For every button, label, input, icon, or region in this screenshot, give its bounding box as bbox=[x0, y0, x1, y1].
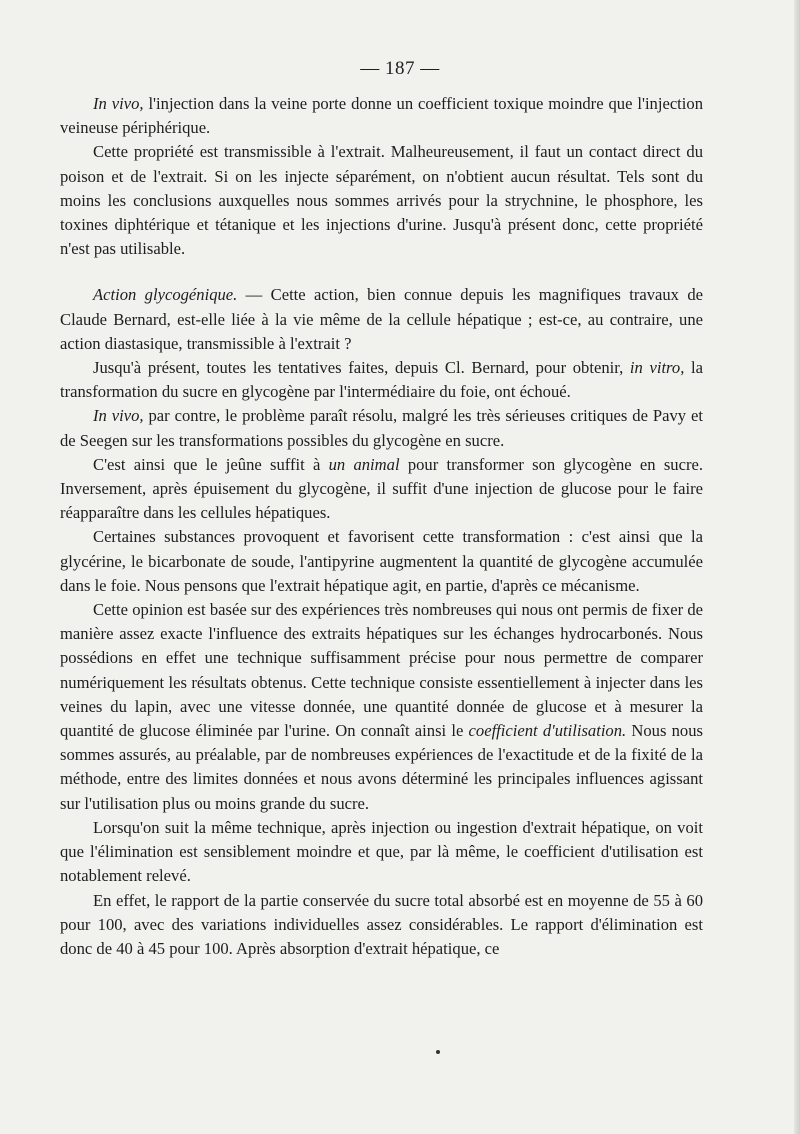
italic-phrase: In vivo, bbox=[93, 94, 144, 113]
italic-phrase: coefficient d'utilisation. bbox=[468, 721, 627, 741]
page-edge-shadow bbox=[794, 0, 800, 1134]
paragraph-transmissible-property bbox=[60, 140, 703, 261]
paragraph-in-vivo-portal bbox=[60, 92, 703, 140]
paragraph-tentatives bbox=[60, 356, 703, 404]
paragraph-substances bbox=[60, 525, 703, 598]
paragraph-in-vivo-resolu bbox=[60, 404, 703, 452]
paragraph-text: par contre, le problème paraît résolu, malgré les très sérieuses critiques de Pavy et de Seegen sur les transformations possibles du glycogène en sucre. bbox=[60, 406, 703, 450]
paragraph-text: Nous nous sommes assurés, au préalable, par de nombreuses expériences de l'exactitude et de la fixité de la méthode, entre des limites données et nous avons déterminé les principales influences agissant sur l'utilisation plus ou moins grande du sucre. bbox=[60, 721, 703, 813]
print-speck bbox=[436, 1050, 440, 1054]
paragraph-text: l'injection dans la veine porte donne un coefficient toxique moindre que l'injection veineuse périphérique. bbox=[60, 94, 704, 138]
paragraph-opinion bbox=[60, 598, 703, 816]
paragraph-text: pour transformer son glycogène en sucre. Inversement, après épuisement du glycogène, il suffit d'une injection de glucose pour le faire réapparaître dans les cellules hépatiques. bbox=[60, 454, 703, 523]
paragraph-text: C'est ainsi que le jeûne suffit à bbox=[93, 454, 329, 474]
section-heading: Action glycogénique. bbox=[93, 285, 238, 305]
page-number: — 187 — bbox=[360, 58, 440, 79]
paragraph-text: la transformation du sucre en glycogène par l'intermédiaire du foie, ont échoué. bbox=[60, 358, 703, 402]
paragraph-jeune bbox=[60, 453, 703, 526]
section-action-glycogenique bbox=[60, 283, 703, 356]
paragraph-meme-technique bbox=[60, 816, 703, 889]
italic-phrase: un animal bbox=[328, 454, 400, 474]
paragraph-text: Certaines substances provoquent et favorisent cette transformation : c'est ainsi que la glycérine, le bicarbonate de soude, l'antipyrine augmentent la quantité de glycogène accumulée dans le foie. Nous pensons que l'extrait hépatique agit, en partie, d'après ce mécanisme. bbox=[60, 527, 703, 595]
paragraph-text: — Cette action, bien connue depuis les magnifiques travaux de Claude Bernard, est-elle liée à la vie même de la cellule hépatique ; est-ce, au contraire, une action diastasique, transmissible à l'extrait ? bbox=[60, 285, 703, 353]
body-text bbox=[60, 92, 703, 961]
paragraph-text: Cette propriété est transmissible à l'extrait. Malheureusement, il faut un contact direct du poison et de l'extrait. Si on les injecte séparément, on n'obtient aucun résultat. Tels sont du moins les conclusions auxquelles nous sommes arrivés pour la strychnine, le phosphore, les toxines diphtérique et tétanique et les injections d'urine. Jusqu'à présent donc, cette propriété n'est pas utilisable. bbox=[60, 142, 703, 259]
paragraph-text: Cette opinion est basée sur des expériences très nombreuses qui nous ont permis de fixer de manière assez exacte l'influence des extraits hépatiques sur les échanges hydrocarbonés. Nous possédions en effet une technique suffisamment précise pour nous permettre de comparer numériquement les résultats obtenus. Cette technique consiste essentiellement à injecter dans les veines du lapin, avec une vitesse donnée, une quantité donnée de glucose et à mesurer la quantité de glucose éliminée par l'urine. On connaît ainsi le bbox=[60, 600, 703, 741]
italic-phrase: In vivo, bbox=[93, 406, 144, 426]
paragraph-text: Jusqu'à présent, toutes les tentatives faites, depuis Cl. Bernard, pour obtenir, bbox=[93, 358, 630, 378]
paragraph-text: En effet, le rapport de la partie conservée du sucre total absorbé est en moyenne de 55 à 60 pour 100, avec des variations individuelles assez considérables. Le rapport d'élimination est donc de 40 à 45 pour 100. Après absorption d'extrait hépatique, ce bbox=[60, 890, 703, 958]
paragraph-text: Lorsqu'on suit la même technique, après injection ou ingestion d'extrait hépatique, on voit que l'élimination est sensiblement moindre et que, par là même, le coefficient d'utilisation est notablement relevé. bbox=[60, 817, 703, 886]
paragraph-en-effet bbox=[60, 889, 703, 962]
italic-phrase: in vitro, bbox=[629, 358, 685, 378]
